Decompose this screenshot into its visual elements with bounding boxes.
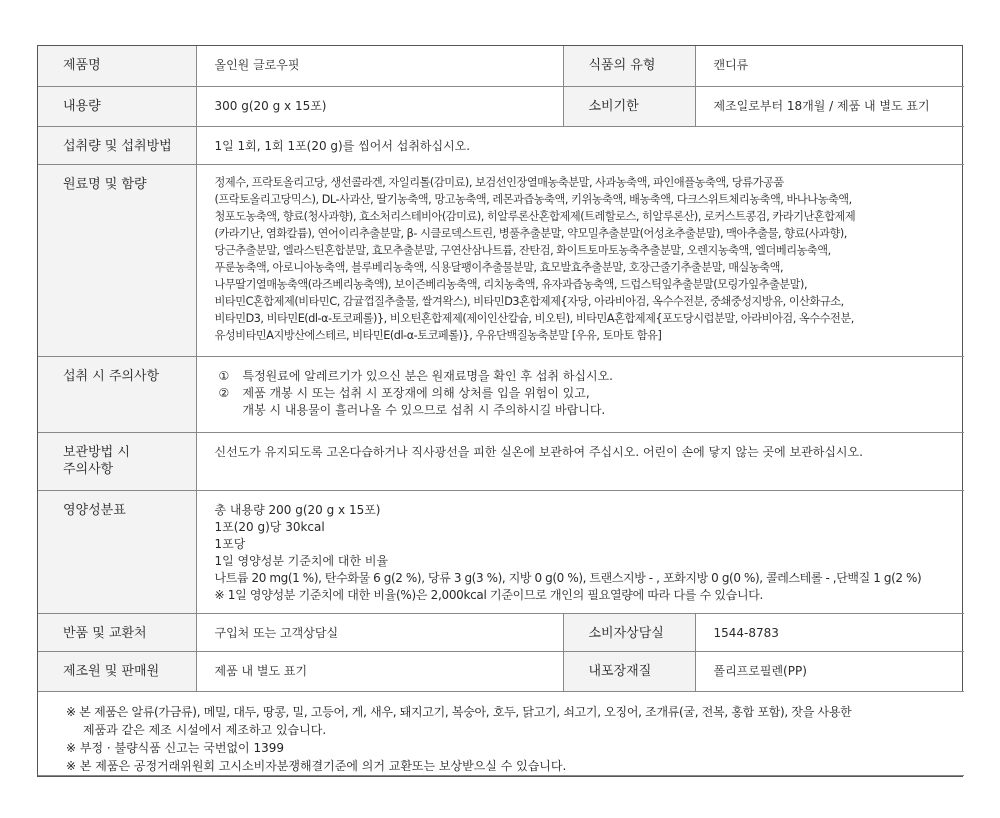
storage-label-line: 보관방법 시 [63,444,130,460]
nutrition-line: 1일 영양성분 기준치에 대한 비율 [214,553,389,568]
storage-label-line: 주의사항 [63,461,114,477]
storage-value: 신선도가 유지되도록 고온다습하거나 직사광선을 피한 실온에 보관하여 주십시오. 어린이 손에 닿지 않는 곳에 보관하십시오. [196,432,964,490]
row-notes [38,691,964,775]
compensation-note: ※ 본 제품은 공정거래위원회 고시소비자분쟁해결기준에 의거 교환또는 보상받으실 수 있습니다. [66,758,567,773]
expiry-value: 제조일로부터 18개월 / 제품 내 별도 표기 [695,86,964,126]
nutrition-line: ※ 1일 영양성분 기준치에 대한 비율(%)은 2,000kcal 기준이므로 개인의 필요열량에 따라 다를 수 있습니다. [214,587,764,602]
maker-label: 제조원 및 판매원 [38,651,196,691]
row-maker [38,651,964,691]
row-product-name [38,46,964,86]
ingredients-label: 원료명 및 함량 [38,164,196,356]
ingredients-line: 청포도농축액, 향료(청사과향), 효소처리스테비아(감미료), 히알루론산혼합제제(트레할로스, 히알루론산), 로커스트콩검, 카라기난혼합제제 [214,209,856,223]
content-label: 내용량 [38,86,196,126]
ingredients-line: 푸룬농축액, 아로니아농축액, 블루베리농축액, 식용달팽이추출물분말, 효모발효추출분말, 호장근줄기추출분말, 매실농축액, [214,260,784,274]
packaging-value: 폴리프로필렌(PP) [695,651,964,691]
ingredients-line: 유성비타민A지방산에스테르, 비타민E(dl-α-토코페롤)}, 우유단백질농축분말 [우유, 토마토 함유] [214,328,662,342]
packaging-label: 내포장재질 [563,651,695,691]
row-returns [38,613,964,651]
nutrition-label: 영양성분표 [38,490,196,613]
nutrition-value [196,490,964,613]
product-info-sheet [37,45,963,777]
row-caution [38,356,964,432]
returns-value: 구입처 또는 고객상담실 [196,613,563,651]
notes-block [38,691,964,775]
food-type-value: 캔디류 [695,46,964,86]
row-content [38,86,964,126]
content-value: 300 g(20 g x 15포) [196,86,563,126]
product-name-label: 제품명 [38,46,196,86]
ingredients-line: 비타민D3, 비타민E(dl-α-토코페롤)}, 비오틴혼합제제(제이인산칼슘, 비오틴), 비타민A혼합제제{포도당시럽분말, 아라비아검, 옥수수전분, [214,311,854,325]
food-type-label: 식품의 유형 [563,46,695,86]
allergy-note-continuation: 제품과 같은 제조 시설에서 제조하고 있습니다. [83,722,327,737]
allergy-note: ※ 본 제품은 알류(가금류), 메밀, 대두, 땅콩, 밀, 고등어, 게, 새우, 돼지고기, 복숭아, 호두, 닭고기, 쇠고기, 오징어, 조개류(굴, 전복, 홍합 포함), 잣을 사용한 [66,704,852,719]
ingredients-line: (프락토올리고당믹스), DL-사과산, 딸기농축액, 망고농축액, 레몬과즙농축액, 키위농축액, 배농축액, 다크스위트체리농축액, 바나나농축액, [214,192,852,206]
ingredients-line: (카라기난, 염화칼륨), 연어이리추출분말, β- 시클로덱스트린, 병풀추출분말, 약모밀추출분말(어성초추출분말), 맥아추출물, 향료(사과향), [214,226,847,240]
ingredients-line: 비타민C혼합제제(비타민C, 감귤껍질추출물, 쌀겨왁스), 비타민D3혼합제제{자당, 아라비아검, 옥수수전분, 중쇄중성지방유, 이산화규소, [214,294,844,308]
caution-item [219,385,957,402]
expiry-label: 소비기한 [563,86,695,126]
row-ingredients [38,164,964,356]
ingredients-line: 나무딸기열매농축액(라즈베리농축액), 보이즌베리농축액, 리치농축액, 유자과즙농축액, 드럽스틱잎추출분말(모링가잎추출분말), [214,277,808,291]
row-intake [38,126,964,164]
report-note: ※ 부정 · 불량식품 신고는 국번없이 1399 [66,740,284,755]
intake-value: 1일 1회, 1회 1포(20 g)를 씹어서 섭취하십시오. [196,126,964,164]
caution-text: 제품 개봉 시 또는 섭취 시 포장재에 의해 상처를 입을 위험이 있고, [242,385,590,400]
row-nutrition [38,490,964,613]
consumer-label: 소비자상담실 [563,613,695,651]
nutrition-line: 1포당 [214,536,246,551]
circled-one-marker: ① [218,368,230,383]
ingredients-value [196,164,964,356]
row-storage [38,432,964,490]
maker-value: 제품 내 별도 표기 [196,651,563,691]
product-info-table [38,46,964,776]
ingredients-line: 정제수, 프락토올리고당, 생선콜라겐, 자일리톨(감미료), 보검선인장열매농축분말, 사과농축액, 파인애플농축액, 당류가공품 [214,175,784,189]
circled-two-marker: ② [218,385,230,400]
product-name-value: 올인원 글로우핏 [196,46,563,86]
nutrition-line: 1포(20 g)당 30kcal [214,519,325,534]
nutrition-line: 나트륨 20 mg(1 %), 탄수화물 6 g(2 %), 당류 3 g(3 %), 지방 0 g(0 %), 트랜스지방 - , 포화지방 0 g(0 %), 콜레스테롤 - ,단백질 1 g(2 %) [214,570,922,585]
nutrition-line: 총 내용량 200 g(20 g x 15포) [214,502,381,517]
storage-label [38,432,196,490]
caution-text: 특정원료에 알레르기가 있으신 분은 원재료명을 확인 후 섭취 하십시오. [242,368,614,383]
caution-item [219,368,957,385]
caution-value [196,356,964,432]
caution-continuation: 개봉 시 내용물이 흘러나올 수 있으므로 섭취 시 주의하시길 바랍니다. [242,402,606,417]
consumer-value: 1544-8783 [695,613,964,651]
intake-label: 섭취량 및 섭취방법 [38,126,196,164]
returns-label: 반품 및 교환처 [38,613,196,651]
caution-label: 섭취 시 주의사항 [38,356,196,432]
ingredients-line: 당근추출분말, 엘라스틴혼합분말, 효모추출분말, 구연산삼나트륨, 잔탄검, 화이트토마토농축추출분말, 오렌지농축액, 엘더베리농축액, [214,243,831,257]
